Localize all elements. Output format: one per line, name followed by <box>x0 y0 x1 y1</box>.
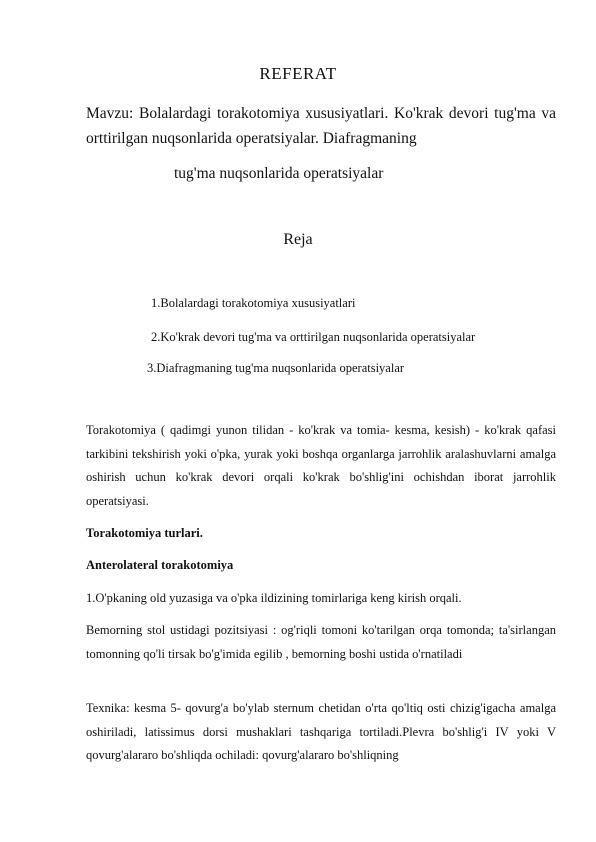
position-paragraph: Bemorning stol ustidagi pozitsiyasi : og'riqli tomoni ko'tarilgan orqa tomonda; ta'sirlangan tomonning qo'li tirsak bo'g'imida egilib , bemorning boshi ustida o'rnatiladi <box>86 623 556 661</box>
document-title: REFERAT <box>259 64 337 83</box>
topic-paragraph: Mavzu: Bolalardagi torakotomiya xususiyatlari. Ko'krak devori tug'ma va orttirilgan nuqsonlarida operatsiyalar. Diafragmaning <box>86 105 556 147</box>
types-heading: Torakotomiya turlari. <box>86 526 203 540</box>
intro-paragraph: Torakotomiya ( qadimgi yunon tilidan - ko'krak va tomia- kesma, kesish) - ko'krak qafasi tarkibini tekshirish yoki o'pka, yurak yoki boshqa organlarga jarrohlik aralashuvlarni amalga oshirish uchun ko'krak devori orqali ko'krak bo'shlig'ini ochishdan iborat jarrohlik operatsiyasi. <box>86 423 556 508</box>
point-1: 1.O'pkaning old yuzasiga va o'pka ildizining tomirlariga keng kirish orqali. <box>86 591 462 605</box>
plan-heading-text: Reja <box>283 231 313 248</box>
plan-item-1: 1.Bolalardagi torakotomiya xususiyatlari <box>151 296 356 310</box>
plan-heading <box>0 231 596 249</box>
plan-item-3: 3.Diafragmaning tug'ma nuqsonlarida operatsiyalar <box>147 361 405 375</box>
topic-continuation: tug'ma nuqsonlarida operatsiyalar <box>174 165 384 182</box>
plan-item-2: 2.Ko'krak devori tug'ma va orttirilgan nuqsonlarida operatsiyalar <box>151 330 476 344</box>
technique-paragraph: Texnika: kesma 5- qovurg'a bo'ylab sternum chetidan o'rta qo'ltiq osti chizig'igacha amalga oshiriladi, latissimus dorsi mushaklari tashqariga tortiladi.Plevra bo'shlig'i IV yoki V qovurg'alararo bo'shliqda ochiladi: qovurg'alararo bo'shliqning <box>86 701 556 762</box>
anterolateral-heading: Anterolateral torakotomiya <box>86 558 234 572</box>
